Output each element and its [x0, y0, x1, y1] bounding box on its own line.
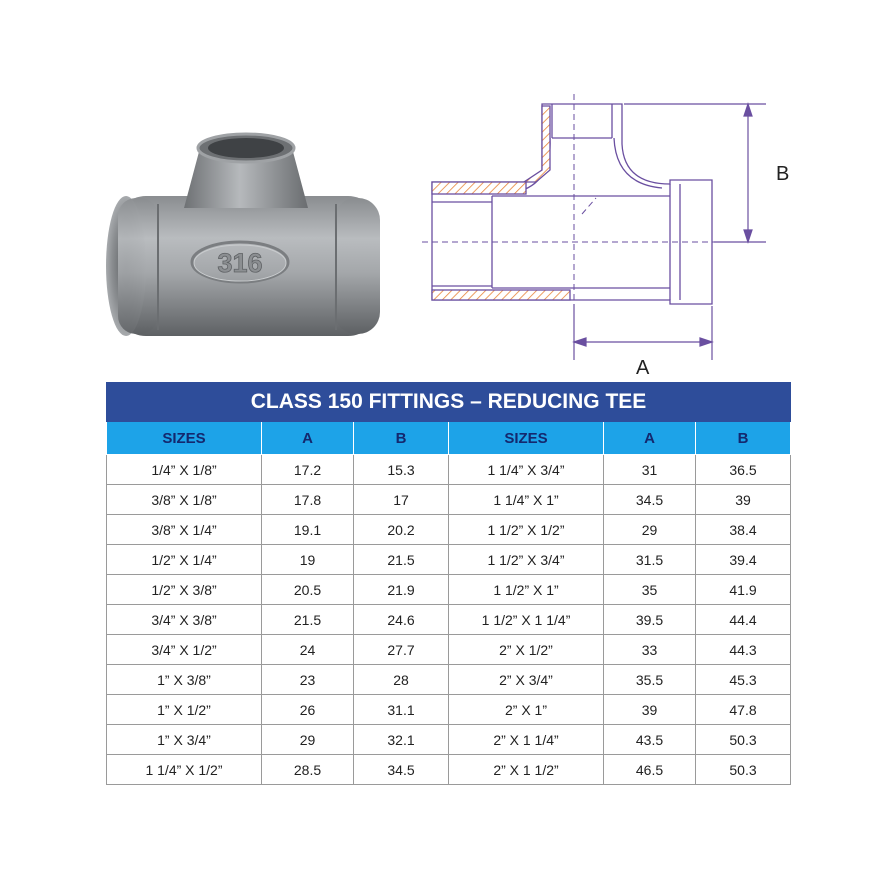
table-row	[107, 575, 791, 605]
cell-a: 31	[604, 455, 696, 485]
cell-size: 1” X 3/8”	[107, 665, 262, 695]
cell-a: 28.5	[262, 755, 354, 785]
cell-size: 2” X 1 1/2”	[449, 755, 604, 785]
dimension-b-label: B	[776, 163, 790, 185]
cell-a: 19	[262, 545, 354, 575]
cell-size: 1 1/2” X 1”	[449, 575, 604, 605]
table-row	[107, 695, 791, 725]
cell-b: 24.6	[354, 605, 449, 635]
cell-b: 41.9	[696, 575, 791, 605]
cell-b: 47.8	[696, 695, 791, 725]
cell-b: 20.2	[354, 515, 449, 545]
cell-b: 28	[354, 665, 449, 695]
cell-a: 21.5	[262, 605, 354, 635]
cell-a: 31.5	[604, 545, 696, 575]
cell-size: 2” X 1 1/4”	[449, 725, 604, 755]
table-row	[107, 755, 791, 785]
cell-size: 3/4” X 1/2”	[107, 635, 262, 665]
dimension-a-label: A	[636, 357, 650, 378]
cell-b: 34.5	[354, 755, 449, 785]
reducing-tee-diagram	[412, 92, 802, 378]
cell-b: 39	[696, 485, 791, 515]
cell-a: 39.5	[604, 605, 696, 635]
table-row	[107, 725, 791, 755]
cell-a: 34.5	[604, 485, 696, 515]
cell-a: 43.5	[604, 725, 696, 755]
table-row	[107, 455, 791, 485]
cell-size: 1/4” X 1/8”	[107, 455, 262, 485]
table-title: CLASS 150 FITTINGS – REDUCING TEE	[107, 383, 791, 422]
header-b: B	[354, 422, 449, 455]
cell-b: 15.3	[354, 455, 449, 485]
cell-a: 35.5	[604, 665, 696, 695]
spec-table-container	[106, 382, 790, 785]
table-row	[107, 485, 791, 515]
cell-size: 1 1/4” X 1/2”	[107, 755, 262, 785]
cell-a: 46.5	[604, 755, 696, 785]
cell-a: 24	[262, 635, 354, 665]
cell-b: 31.1	[354, 695, 449, 725]
table-title-row	[107, 383, 791, 422]
table-body	[107, 455, 791, 785]
cell-b: 44.3	[696, 635, 791, 665]
cell-a: 20.5	[262, 575, 354, 605]
cell-size: 2” X 3/4”	[449, 665, 604, 695]
product-photo	[96, 118, 396, 348]
cell-b: 21.5	[354, 545, 449, 575]
header-sizes: SIZES	[107, 422, 262, 455]
cell-size: 1 1/4” X 3/4”	[449, 455, 604, 485]
cell-b: 50.3	[696, 755, 791, 785]
cell-size: 1 1/2” X 3/4”	[449, 545, 604, 575]
cell-size: 1” X 1/2”	[107, 695, 262, 725]
cell-a: 23	[262, 665, 354, 695]
cell-b: 45.3	[696, 665, 791, 695]
cell-size: 3/8” X 1/8”	[107, 485, 262, 515]
reducing-tee-spec-table	[106, 382, 791, 785]
cell-a: 35	[604, 575, 696, 605]
cell-size: 1 1/2” X 1 1/4”	[449, 605, 604, 635]
cell-b: 21.9	[354, 575, 449, 605]
cell-b: 27.7	[354, 635, 449, 665]
cell-size: 2” X 1/2”	[449, 635, 604, 665]
cell-size: 1 1/2” X 1/2”	[449, 515, 604, 545]
cell-b: 32.1	[354, 725, 449, 755]
cell-b: 38.4	[696, 515, 791, 545]
cell-a: 33	[604, 635, 696, 665]
table-row	[107, 545, 791, 575]
cell-size: 1/2” X 1/4”	[107, 545, 262, 575]
cell-b: 44.4	[696, 605, 791, 635]
cell-a: 39	[604, 695, 696, 725]
table-row	[107, 515, 791, 545]
cell-size: 1” X 3/4”	[107, 725, 262, 755]
cell-size: 1 1/4” X 1”	[449, 485, 604, 515]
cell-b: 50.3	[696, 725, 791, 755]
casting-mark: 316	[217, 248, 263, 278]
reducing-tee-photo	[96, 118, 396, 348]
technical-drawing	[412, 92, 802, 378]
cell-a: 19.1	[262, 515, 354, 545]
table-row	[107, 605, 791, 635]
cell-b: 39.4	[696, 545, 791, 575]
table-header-row	[107, 422, 791, 455]
header-a: A	[262, 422, 354, 455]
cell-size: 2” X 1”	[449, 695, 604, 725]
table-row	[107, 635, 791, 665]
cell-a: 17.8	[262, 485, 354, 515]
header-sizes: SIZES	[449, 422, 604, 455]
header-b: B	[696, 422, 791, 455]
cell-a: 26	[262, 695, 354, 725]
cell-a: 29	[262, 725, 354, 755]
cell-size: 3/8” X 1/4”	[107, 515, 262, 545]
cell-size: 3/4” X 3/8”	[107, 605, 262, 635]
cell-a: 17.2	[262, 455, 354, 485]
cell-b: 17	[354, 485, 449, 515]
cell-b: 36.5	[696, 455, 791, 485]
cell-a: 29	[604, 515, 696, 545]
header-a: A	[604, 422, 696, 455]
table-row	[107, 665, 791, 695]
cell-size: 1/2” X 3/8”	[107, 575, 262, 605]
